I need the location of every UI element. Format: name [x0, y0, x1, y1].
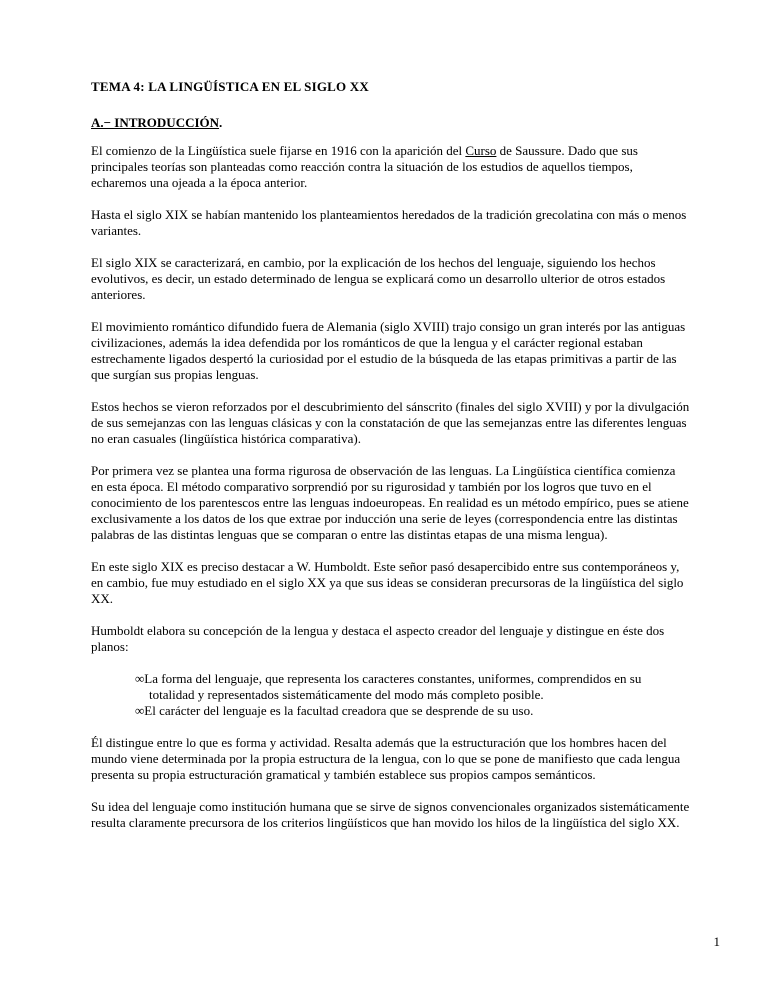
text-run: Él distingue entre lo que es forma y actividad. Resalta además que la estructuración que los hombres hacen del mundo viene determinada por la propia estructura de la lengua, con lo que se pone de manifiesto que cada lengua presenta su propia estructuración gramatical y también establece sus propios campos semánticos.: [91, 735, 681, 782]
paragraph: [91, 319, 690, 383]
section-heading: [91, 115, 690, 131]
paragraph: [91, 799, 690, 831]
text-run: Hasta el siglo XIX se habían mantenido los planteamientos heredados de la tradición grecolatina con más o menos variantes.: [91, 207, 687, 238]
text-run: Por primera vez se plantea una forma rigurosa de observación de las lenguas. La Lingüística científica comienza en esta época. El método comparativo sorprendió por su rigurosidad y también por los logros que tuvo en el conocimiento de los parentescos entre las lenguas indoeuropeas. En realidad es un método empírico, pues se atiene exclusivamente a los datos de los que extrae por inducción una serie de leyes (correspondencia entre las distintas palabras de las distintas lenguas que se comparan o entre las distintas etapas de una misma lengua).: [91, 463, 689, 542]
text-run: de Saussure. Dado que sus principales teorías son planteadas como reacción contra la situación de los estudios de aquellos tiempos, echaremos una ojeada a la época anterior.: [91, 143, 638, 190]
text-run: Humboldt elabora su concepción de la lengua y destaca el aspecto creador del lenguaje y distingue en éste dos planos:: [91, 623, 665, 654]
text-run: Estos hechos se vieron reforzados por el descubrimiento del sánscrito (finales del siglo XVIII) y por la divulgación de sus semejanzas con las lenguas clásicas y con la constatación de que las semejanzas entre las diferentes lenguas no eran casuales (lingüística histórica comparativa).: [91, 399, 690, 446]
paragraph: [91, 143, 690, 191]
page-number: 1: [713, 934, 720, 949]
document-body: [91, 143, 690, 831]
paragraph: [91, 255, 690, 303]
text-run: .: [219, 115, 223, 130]
paragraph: [91, 399, 690, 447]
bullet-list: [135, 671, 690, 719]
text-run: El siglo XIX se caracterizará, en cambio, por la explicación de los hechos del lenguaje, siguiendo los hechos evolutivos, es decir, un estado determinado de lengua se explicará como un desarrollo ulterior de otros estados anteriores.: [91, 255, 666, 302]
document-title: TEMA 4: LA LINGÜÍSTICA EN EL SIGLO XX: [91, 79, 369, 94]
text-run: Su idea del lenguaje como institución humana que se sirve de signos convencionales organizados sistemáticamente resulta claramente precursora de los criterios lingüísticos que han movido los hilos de la lingüística del siglo XX.: [91, 799, 690, 830]
list-item-text: La forma del lenguaje, que representa los caracteres constantes, uniformes, comprendidos en su totalidad y representados sistemáticamente del modo más completo posible.: [144, 671, 642, 702]
paragraph: [91, 559, 690, 607]
paragraph: [91, 463, 690, 543]
text-run: El movimiento romántico difundido fuera de Alemania (siglo XVIII) trajo consigo un gran interés por las antiguas civilizaciones, además la idea defendida por los románticos de que la lengua y el carácter regional estaban estrechamente ligados despertó la curiosidad por el estudio de la búsqueda de las etapas primitivas a partir de las que surgían sus propias lenguas.: [91, 319, 686, 382]
paragraph: [91, 623, 690, 655]
underlined-text: A.− INTRODUCCIÓN: [91, 115, 220, 130]
text-run: En este siglo XIX es preciso destacar a W. Humboldt. Este señor pasó desapercibido entre sus contemporáneos y, en cambio, fue muy estudiado en el siglo XX ya que sus ideas se consideran precursoras de la lingüística del siglo XX.: [91, 559, 684, 606]
list-item-text: El carácter del lenguaje es la facultad creadora que se desprende de su uso.: [144, 703, 534, 718]
paragraph: [91, 735, 690, 783]
infinity-bullet-icon: ∞: [135, 703, 145, 718]
list-item: [135, 671, 690, 703]
paragraph: [91, 207, 690, 239]
text-run: El comienzo de la Lingüística suele fijarse en 1916 con la aparición del: [91, 143, 466, 158]
list-item: [135, 703, 690, 719]
infinity-bullet-icon: ∞: [135, 671, 145, 686]
underlined-text: Curso: [465, 143, 497, 158]
